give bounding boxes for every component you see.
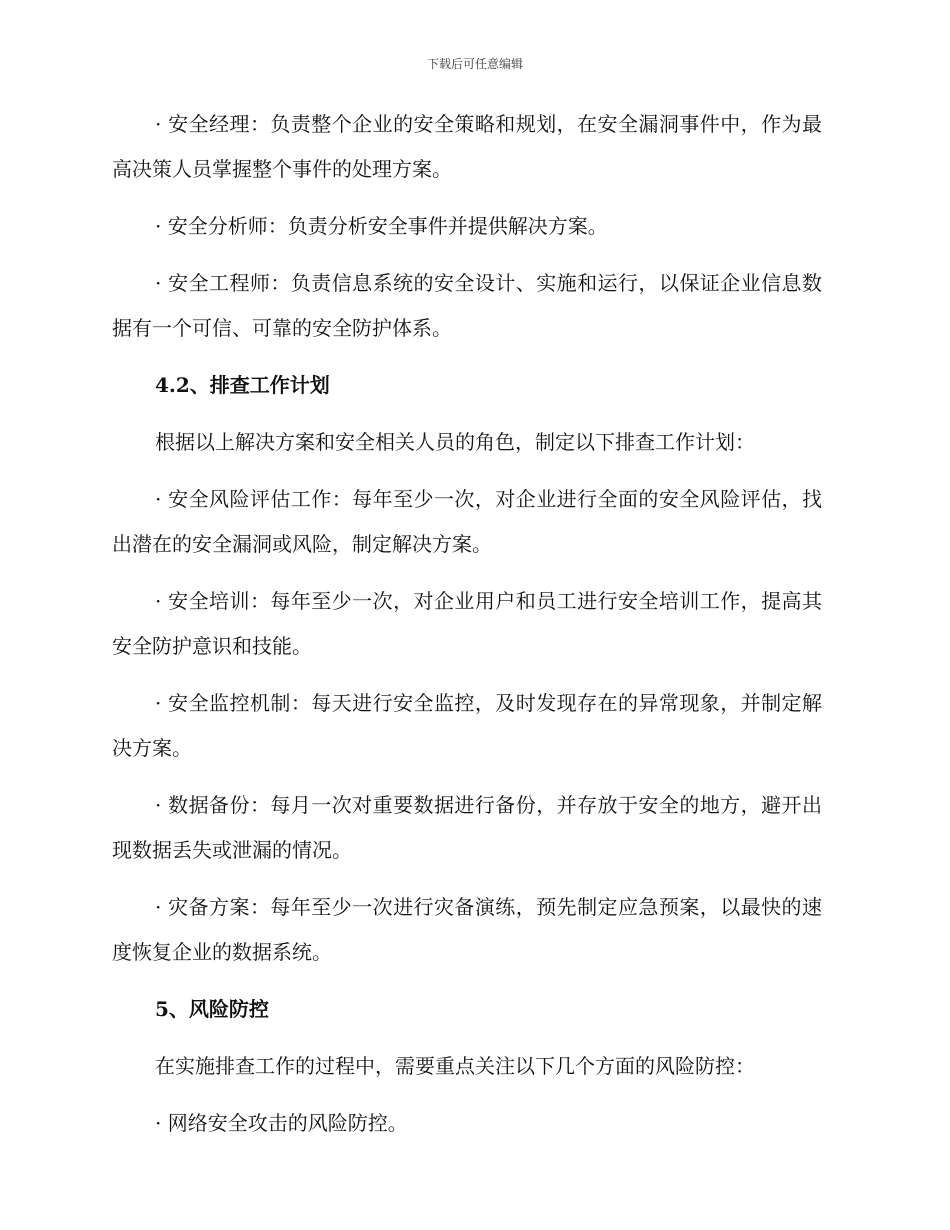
- section-heading-4-2: 4.2、排查工作计划: [155, 373, 330, 397]
- paragraph-risk-assessment: · 安全风险评估工作：每年至少一次，对企业进行全面的安全风险评估，找出潜在的安全漏洞或风险，制定解决方案。: [112, 487, 822, 556]
- paragraph-security-monitoring: · 安全监控机制：每天进行安全监控，及时发现存在的异常现象，并制定解决方案。: [112, 691, 822, 760]
- document-body: [112, 102, 822, 1158]
- paragraph-security-engineer: · 安全工程师：负责信息系统的安全设计、实施和运行，以保证企业信息数据有一个可信、可靠的安全防护体系。: [112, 271, 822, 340]
- paragraph-plan-intro: 根据以上解决方案和安全相关人员的角色，制定以下排查工作计划：: [155, 430, 755, 454]
- paragraph-disaster-recovery: · 灾备方案：每年至少一次进行灾备演练，预先制定应急预案，以最快的速度恢复企业的数据系统。: [112, 895, 822, 964]
- paragraph-security-analyst: · 安全分析师：负责分析安全事件并提供解决方案。: [155, 214, 608, 238]
- paragraph-security-manager: · 安全经理：负责整个企业的安全策略和规划，在安全漏洞事件中，作为最高决策人员掌握整个事件的处理方案。: [112, 112, 822, 181]
- paragraph-security-training: · 安全培训：每年至少一次，对企业用户和员工进行安全培训工作，提高其安全防护意识和技能。: [112, 589, 822, 658]
- page-header: 下载后可任意编辑: [426, 57, 523, 71]
- paragraph-risk-intro: 在实施排查工作的过程中，需要重点关注以下几个方面的风险防控：: [155, 1054, 755, 1078]
- paragraph-data-backup: · 数据备份：每月一次对重要数据进行备份，并存放于安全的地方，避开出现数据丢失或泄漏的情况。: [112, 793, 822, 862]
- section-heading-5: 5、风险防控: [155, 997, 269, 1021]
- paragraph-network-attack-risk: · 网络安全攻击的风险防控。: [155, 1111, 408, 1135]
